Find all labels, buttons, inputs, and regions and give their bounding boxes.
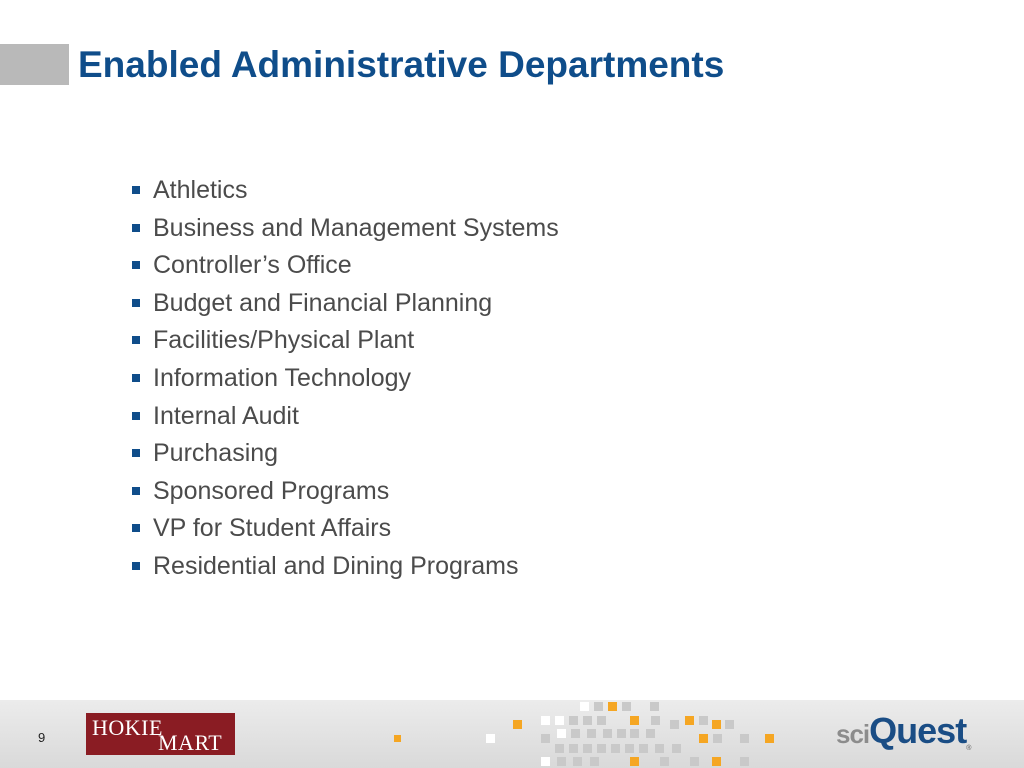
list-item: [132, 172, 559, 210]
list-item: [132, 435, 559, 473]
list-item-text: Purchasing: [153, 439, 279, 468]
bullet-square-icon: [132, 186, 140, 194]
list-item-text: Budget and Financial Planning: [153, 288, 493, 317]
sciquest-logo: [836, 710, 971, 756]
list-item-text: Sponsored Programs: [153, 476, 390, 505]
bullet-square-icon: [132, 562, 140, 570]
logo-part-quest: Quest: [869, 710, 967, 751]
bullet-square-icon: [132, 261, 140, 269]
list-item: [132, 247, 559, 285]
list-item-text: Athletics: [153, 176, 248, 204]
title-accent-bar: [0, 44, 69, 85]
department-list: [132, 172, 559, 586]
page-number: 9: [38, 730, 46, 745]
registered-mark: ®: [966, 745, 972, 752]
list-item-text: Internal Audit: [153, 401, 299, 430]
list-item-text: Facilities/Physical Plant: [153, 326, 415, 355]
list-item: [132, 210, 559, 248]
bullet-square-icon: [132, 524, 140, 532]
list-item-text: Information Technology: [153, 363, 412, 392]
bullet-square-icon: [132, 412, 140, 420]
list-item: [132, 473, 559, 511]
logo-word-hokie: HOKIE: [92, 715, 163, 740]
list-item-text: VP for Student Affairs: [153, 514, 392, 543]
list-item-text: Controller’s Office: [153, 251, 352, 280]
list-item-text: Business and Management Systems: [153, 213, 559, 242]
bullet-square-icon: [132, 487, 140, 495]
list-item: [132, 285, 559, 323]
logo-part-sci: sci: [836, 719, 870, 749]
bullet-square-icon: [132, 374, 140, 382]
list-item: [132, 510, 559, 548]
page-title: Enabled Administrative Departments: [78, 44, 725, 85]
bullet-square-icon: [132, 449, 140, 457]
list-item: [132, 398, 559, 436]
logo-word-mart: MART: [158, 730, 223, 755]
bullet-square-icon: [132, 336, 140, 344]
bullet-square-icon: [132, 224, 140, 232]
list-item: [132, 360, 559, 398]
hokie-mart-logo: [86, 713, 235, 755]
list-item-text: Residential and Dining Programs: [153, 551, 519, 580]
list-item: [132, 322, 559, 360]
list-item: [132, 548, 559, 586]
bullet-square-icon: [132, 299, 140, 307]
